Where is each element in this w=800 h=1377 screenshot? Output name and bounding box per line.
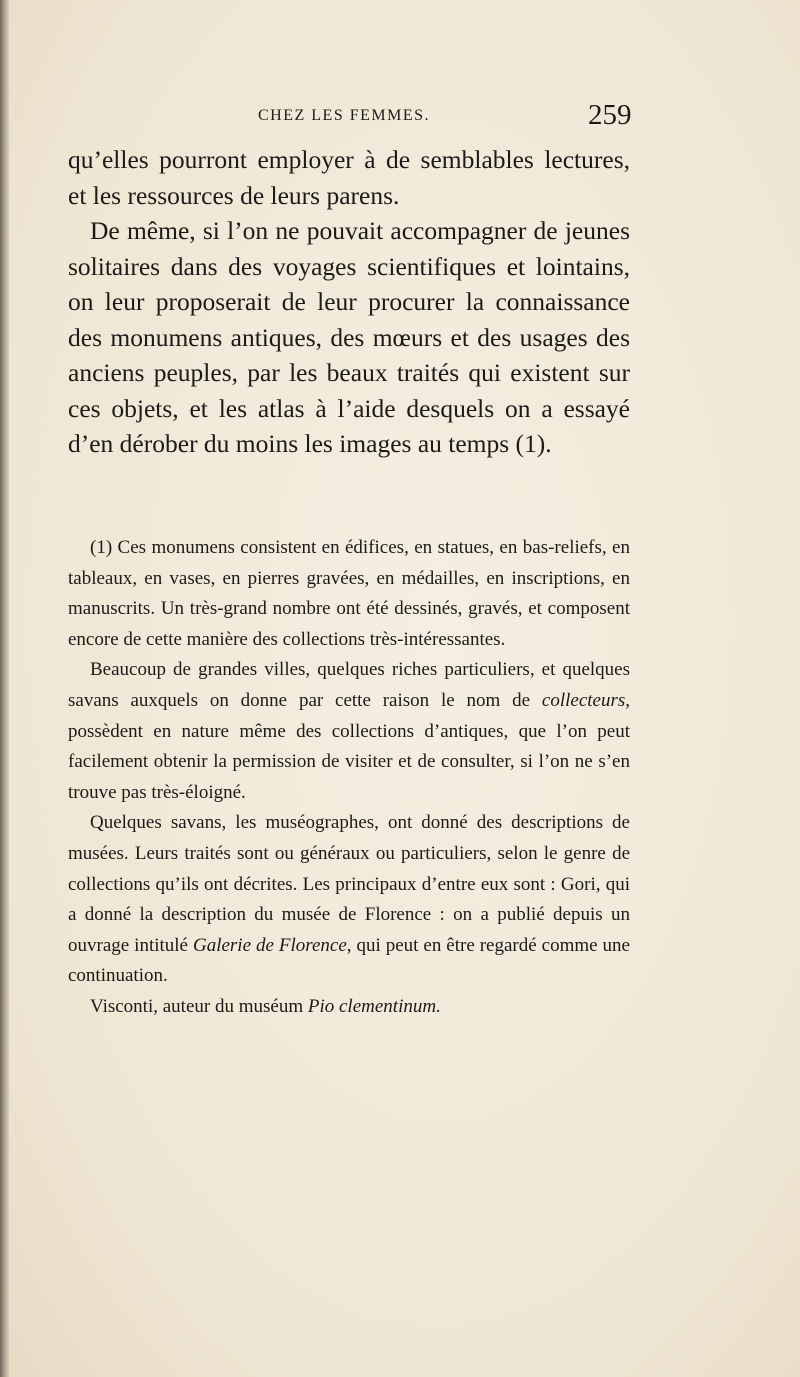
footnote — [68, 533, 630, 1023]
footnote-text: , qui peut en être regardé comme une continuation. — [68, 934, 630, 987]
italic-title: Pio clementinum. — [307, 995, 441, 1017]
italic-term: collecteurs — [541, 689, 626, 711]
running-head: CHEZ LES FEMMES. — [258, 107, 431, 124]
footnote-paragraph-4 — [68, 992, 630, 1023]
footnote-text: , possèdent en nature même des collections d’antiques, que l’on peut facilement obtenir la permission de visiter et de consulter, si l’on ne s’en trouve pas très-éloigné. — [68, 689, 630, 803]
footnote-text: Visconti, auteur du muséum — [90, 995, 308, 1017]
footnote-paragraph-2 — [68, 655, 630, 808]
page-number: 259 — [588, 99, 632, 131]
main-paragraph-2: De même, si l’on ne pouvait accompagner de jeunes solitaires dans des voyages scientifiques et lointains, on leur proposerait de leur procurer la connaissance des monumens antiques, des mœurs et des usages des anciens peuples, par les beaux traités qui existent sur ces objets, et les atlas à l’aide desquels on a essayé d’en dérober du moins les images au temps (1). — [68, 216, 630, 458]
binding-gutter — [0, 0, 9, 1377]
footnote-text: Beaucoup de grandes villes, quelques riches particuliers, et quelques savans auxquels on donne par cette raison le nom de — [68, 659, 630, 711]
footnote-text: Quelques savans, les muséographes, ont donné des descriptions de musées. Leurs traités sont ou généraux ou particuliers, selon le genre de collections qu’ils ont décrites. Les principaux d’entre eux sont : Gori, qui a donné la description du musée de Florence : on a publié depuis un ouvrage intitulé — [68, 812, 630, 956]
page-header — [0, 99, 800, 143]
main-paragraph-1: qu’elles pourront employer à de semblables lectures, et les ressources de leurs parens. — [68, 145, 630, 210]
footnote-paragraph-3 — [68, 808, 630, 992]
italic-title: Galerie de Florence — [192, 934, 347, 956]
footnote-paragraph-1: (1) Ces monumens consistent en édifices, en statues, en bas-reliefs, en tableaux, en vases, en pierres gravées, en médailles, en inscriptions, en manuscrits. Un très-grand nombre ont été dessinés, gravés, et composent encore de cette manière des collections très-intéressantes. — [68, 537, 630, 650]
main-text — [68, 142, 630, 462]
